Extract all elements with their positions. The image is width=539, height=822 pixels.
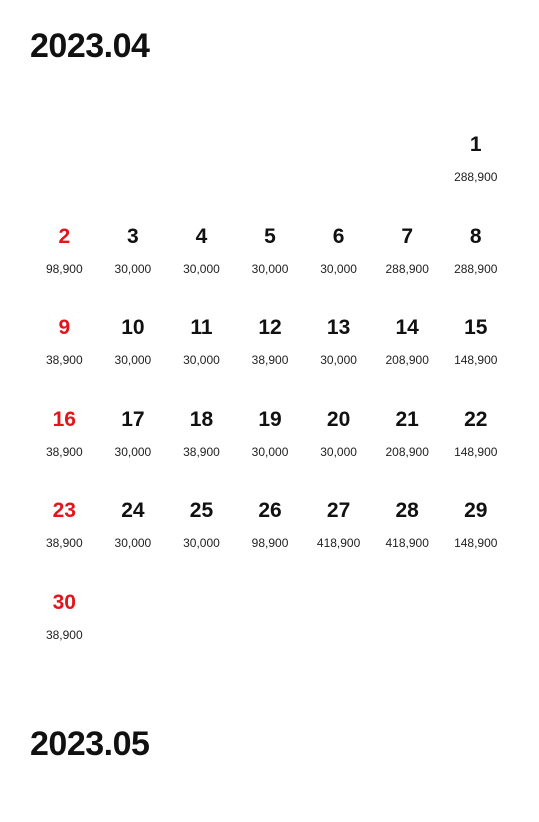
calendar-day-cell[interactable]	[167, 403, 236, 495]
calendar-day-cell[interactable]	[236, 311, 305, 403]
day-number: 21	[395, 407, 419, 431]
day-price: 288,900	[454, 261, 498, 276]
calendar-day-cell[interactable]	[167, 494, 236, 586]
month-title-2023-05: 2023.05	[30, 725, 150, 763]
calendar-day-cell[interactable]	[373, 220, 442, 312]
day-price: 30,000	[114, 261, 152, 276]
calendar-day-cell[interactable]	[236, 403, 305, 495]
sunday-day-number: 23	[52, 499, 76, 522]
calendar-empty-cell	[99, 128, 168, 220]
day-price: 38,900	[183, 444, 220, 459]
day-price: 208,900	[385, 353, 429, 367]
month-title-2023-04: 2023.04	[30, 27, 150, 65]
day-price: 30,000	[320, 353, 357, 367]
day-price: 288,900	[385, 261, 429, 276]
day-price: 30,000	[183, 261, 220, 276]
day-number: 25	[189, 499, 214, 522]
day-number: 26	[258, 499, 282, 522]
calendar-day-cell[interactable]	[99, 403, 168, 495]
calendar-week-row	[30, 494, 510, 586]
day-price: 148,900	[454, 444, 498, 459]
day-price: 30,000	[251, 261, 289, 276]
calendar-day-cell[interactable]	[99, 220, 168, 312]
day-number: 4	[195, 224, 208, 248]
day-number: 29	[464, 499, 488, 522]
day-price: 30,000	[320, 261, 357, 276]
calendar-empty-cell	[99, 586, 168, 678]
calendar-day-cell[interactable]	[373, 403, 442, 495]
calendar-empty-cell	[236, 128, 305, 220]
day-price: 38,900	[45, 353, 83, 367]
day-price: 288,900	[454, 170, 498, 184]
calendar-day-cell[interactable]	[30, 311, 99, 403]
day-price: 98,900	[251, 536, 289, 550]
day-number: 8	[469, 224, 482, 248]
sunday-day-number: 9	[58, 316, 71, 339]
calendar-empty-cell	[167, 128, 236, 220]
calendar-day-cell[interactable]	[441, 494, 510, 586]
day-number: 10	[121, 316, 145, 339]
calendar-week-row	[30, 403, 510, 495]
calendar-day-cell[interactable]	[373, 494, 442, 586]
calendar-day-cell[interactable]	[304, 220, 373, 312]
day-price: 30,000	[251, 444, 289, 459]
day-price: 30,000	[320, 444, 357, 459]
day-number: 13	[326, 316, 351, 339]
calendar-empty-cell	[373, 128, 442, 220]
calendar-day-cell[interactable]	[99, 311, 168, 403]
calendar-day-cell[interactable]	[30, 586, 99, 678]
calendar-empty-cell	[167, 586, 236, 678]
calendar-empty-cell	[304, 128, 373, 220]
day-price: 148,900	[454, 536, 498, 550]
calendar-week-row	[30, 128, 510, 220]
calendar-grid-2023-04	[30, 128, 510, 677]
calendar-week-row	[30, 586, 510, 678]
sunday-day-number: 16	[52, 407, 76, 431]
sunday-day-number: 30	[52, 590, 76, 614]
calendar-day-cell[interactable]	[30, 494, 99, 586]
day-number: 1	[469, 133, 482, 156]
calendar-day-cell[interactable]	[167, 311, 236, 403]
day-price: 30,000	[183, 536, 220, 550]
calendar-empty-cell	[30, 128, 99, 220]
calendar-day-cell[interactable]	[373, 311, 442, 403]
day-number: 19	[258, 407, 282, 431]
day-number: 20	[326, 407, 351, 431]
calendar-day-cell[interactable]	[441, 220, 510, 312]
day-price: 30,000	[183, 353, 220, 367]
day-number: 17	[121, 407, 145, 431]
day-price: 98,900	[45, 261, 83, 276]
calendar-day-cell[interactable]	[304, 494, 373, 586]
calendar-day-cell[interactable]	[167, 220, 236, 312]
calendar-empty-cell	[441, 586, 510, 678]
sunday-day-number: 2	[58, 224, 71, 248]
day-price: 38,900	[45, 627, 83, 642]
day-number: 6	[332, 224, 345, 248]
day-number: 11	[190, 316, 213, 339]
calendar-day-cell[interactable]	[441, 128, 510, 220]
day-number: 22	[464, 407, 488, 431]
calendar-day-cell[interactable]	[236, 220, 305, 312]
day-number: 27	[326, 499, 351, 522]
day-number: 12	[258, 316, 282, 339]
day-price: 38,900	[45, 536, 83, 550]
day-price: 30,000	[114, 536, 152, 550]
calendar-day-cell[interactable]	[304, 403, 373, 495]
day-price: 30,000	[114, 444, 152, 459]
day-price: 38,900	[45, 444, 83, 459]
day-number: 14	[395, 316, 419, 339]
calendar-empty-cell	[236, 586, 305, 678]
calendar-day-cell[interactable]	[236, 494, 305, 586]
day-number: 5	[264, 224, 276, 248]
day-number: 18	[189, 407, 214, 431]
day-number: 7	[401, 224, 414, 248]
day-price: 418,900	[385, 536, 429, 550]
day-number: 24	[121, 499, 145, 522]
calendar-day-cell[interactable]	[30, 220, 99, 312]
day-number: 28	[395, 499, 419, 522]
day-price: 418,900	[316, 536, 361, 550]
day-price: 38,900	[251, 353, 289, 367]
day-price: 30,000	[114, 353, 152, 367]
day-price: 148,900	[454, 353, 498, 367]
calendar-week-row	[30, 311, 510, 403]
calendar-week-row	[30, 220, 510, 312]
calendar-day-cell[interactable]	[304, 311, 373, 403]
day-price: 208,900	[385, 444, 429, 459]
day-number: 15	[464, 316, 488, 339]
day-number: 3	[127, 224, 139, 248]
calendar-day-cell[interactable]	[441, 403, 510, 495]
calendar-day-cell[interactable]	[99, 494, 168, 586]
calendar-empty-cell	[304, 586, 373, 678]
calendar-day-cell[interactable]	[30, 403, 99, 495]
calendar-day-cell[interactable]	[441, 311, 510, 403]
calendar-empty-cell	[373, 586, 442, 678]
